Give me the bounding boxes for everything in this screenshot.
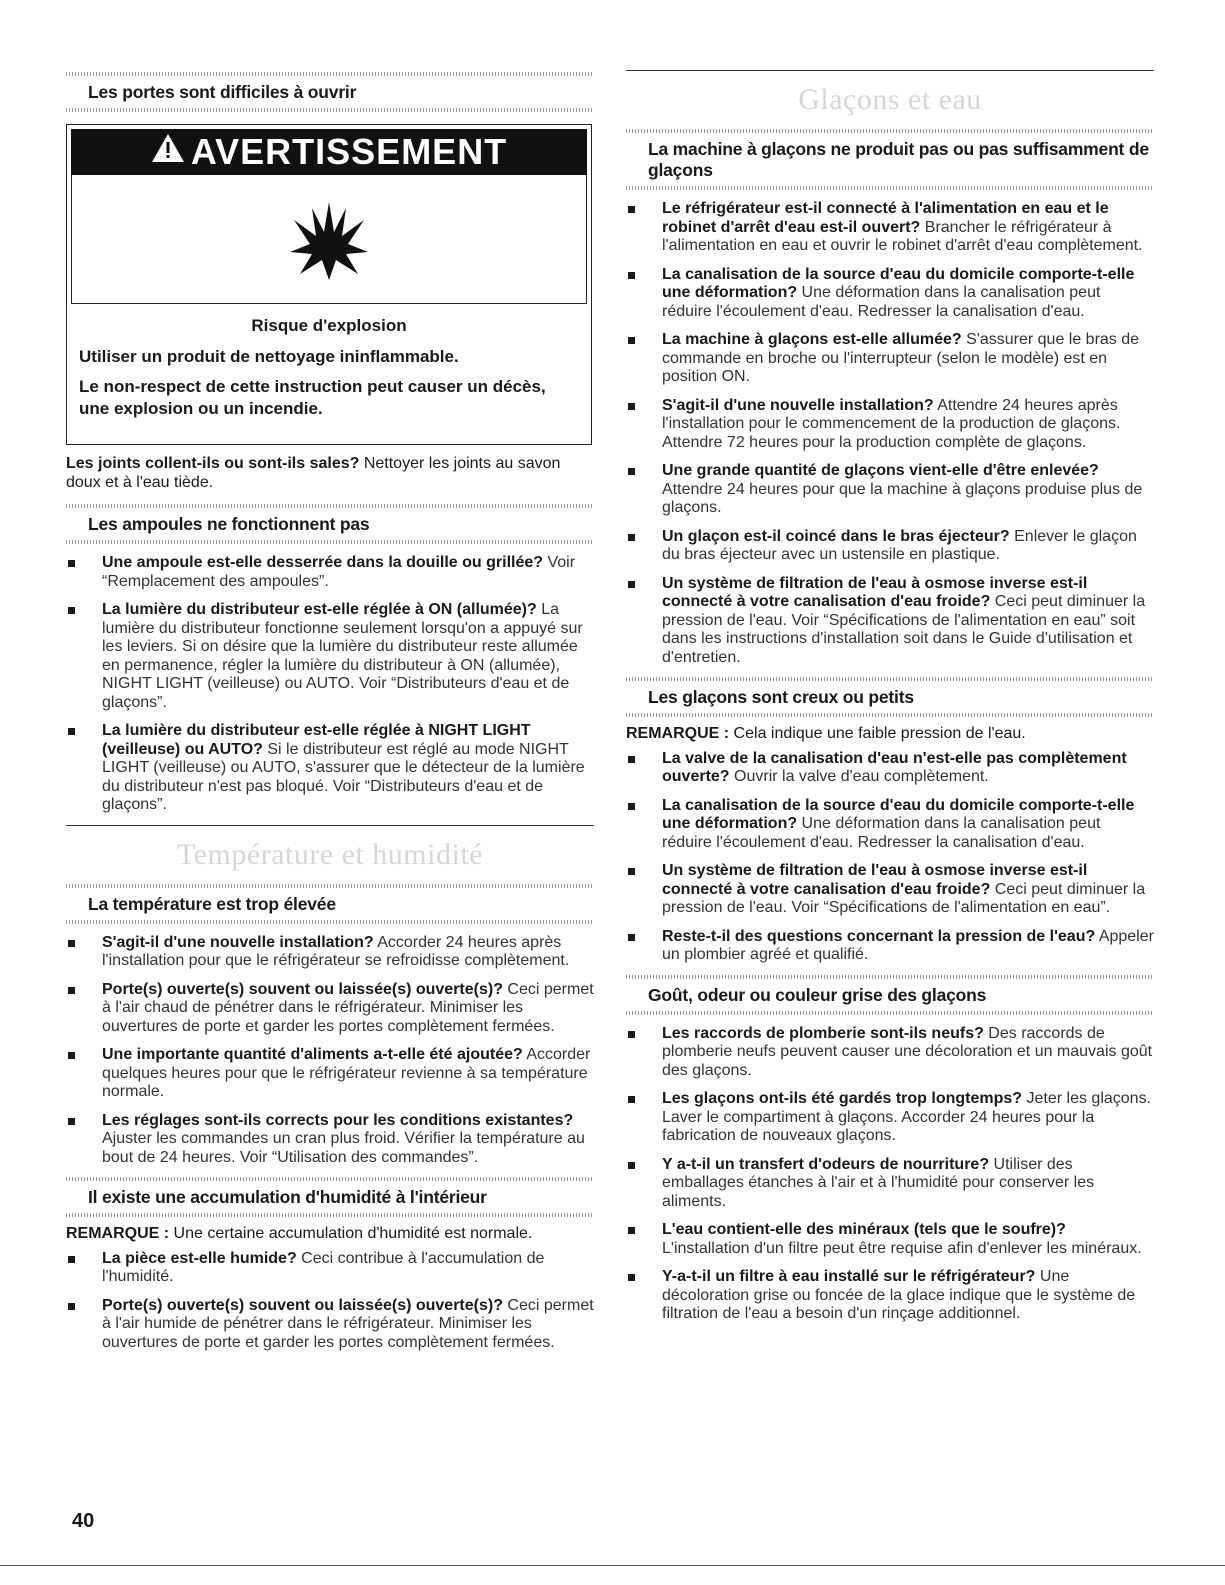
item-answer: Si le distributeur est réglé au mode NIGHT LIGHT (veilleuse) ou AUTO, s'assurer que le détecteur de la lumière du distributeur n'est pas bloqué. Voir “Distributeurs d'eau et de glaçons”.	[102, 740, 585, 813]
item-answer: Utiliser des emballages étanches à l'air et à l'humidité pour conserver les aliments.	[662, 1155, 1095, 1210]
item-question: Un système de filtration de l'eau à osmose inverse est-il connecté à votre canalisation d'eau froide?	[662, 862, 1088, 898]
item-question: Les glaçons ont-ils été gardés trop longtemps?	[662, 1090, 1023, 1107]
divider	[66, 884, 594, 888]
item-question: Y a-t-il un transfert d'odeurs de nourriture?	[662, 1155, 990, 1173]
item-question: Une ampoule est-elle desserrée dans la douille ou grillée?	[102, 554, 544, 571]
list-item	[66, 981, 594, 1037]
item-answer: Enlever le glaçon du bras éjecteur avec un ustensile en plastique.	[662, 527, 1137, 563]
item-question: La pièce est-elle humide?	[102, 1249, 297, 1267]
item-answer: Attendre 24 heures après l'installation pour le commencement de la production de glaçons. Attendre 72 heures pour la production complète de glaçons.	[662, 396, 1121, 451]
item-answer: Une déformation dans la canalisation peut réduire l'écoulement d'eau. Redresser la canalisation d'eau.	[662, 284, 1101, 320]
hollow-heading: Les glaçons sont creux ou petits	[648, 687, 914, 707]
item-answer: Ceci permet à l'air humide de pénétrer dans le réfrigérateur. Minimiser les ouvertures de porte et garder les portes complètement fermées.	[102, 1296, 594, 1351]
doors-heading: Les portes sont difficiles à ouvrir	[88, 82, 357, 102]
list-item	[626, 797, 1154, 853]
joints-question: Les joints collent-ils ou sont-ils sales?	[66, 455, 360, 472]
warning-box	[66, 124, 592, 445]
bulbs-heading: Les ampoules ne fonctionnent pas	[88, 514, 370, 534]
list-item	[66, 934, 594, 971]
right-column	[626, 70, 1154, 1334]
bulbs-list	[66, 554, 594, 815]
warning-line-1: Utiliser un produit de nettoyage ininflammable.	[79, 347, 459, 366]
item-question: Une importante quantité d'aliments a-t-elle été ajoutée?	[102, 1046, 523, 1063]
list-item	[626, 1221, 1154, 1258]
list-item	[66, 1297, 594, 1353]
taste-list	[626, 1025, 1154, 1324]
divider	[626, 975, 1154, 979]
ice-section-title: Glaçons et eau	[798, 83, 982, 116]
item-question: Porte(s) ouverte(s) souvent ou laissée(s) ouverte(s)?	[102, 1296, 503, 1314]
list-item	[626, 1025, 1154, 1081]
item-answer: Voir “Remplacement des ampoules”.	[102, 554, 576, 590]
warning-banner-label: AVERTISSEMENT	[190, 131, 508, 172]
hollow-note	[626, 725, 1154, 744]
item-question: La canalisation de la source d'eau du domicile comporte-t-elle une déformation?	[662, 265, 1135, 301]
list-item	[626, 1090, 1154, 1146]
item-question: La lumière du distributeur est-elle réglée à ON (allumée)?	[102, 601, 537, 618]
item-answer: Accorder 24 heures après l'installation pour que le réfrigérateur se refroidisse complètement.	[102, 933, 570, 969]
divider	[66, 1177, 594, 1181]
list-item	[626, 528, 1154, 565]
item-answer: Une déformation dans la canalisation peut réduire l'écoulement d'eau. Redresser la canalisation d'eau.	[662, 815, 1101, 851]
list-item	[626, 575, 1154, 668]
divider	[66, 504, 594, 508]
list-item	[626, 1156, 1154, 1212]
item-answer: Accorder quelques heures pour que le réfrigérateur revienne à sa température normale.	[102, 1046, 591, 1100]
item-question: S'agit-il d'une nouvelle installation?	[102, 933, 374, 951]
item-answer: Ceci peut diminuer la pression de l'eau. Voir “Spécifications de l'alimentation en eau” soit dans les instructions d'installation soit dans le Guide d'utilisation et d'entretien.	[662, 593, 1146, 666]
list-item	[626, 200, 1154, 256]
divider	[626, 186, 1154, 190]
item-question: La lumière du distributeur est-elle réglée à NIGHT LIGHT (veilleuse) ou AUTO?	[102, 722, 531, 758]
humid-note	[66, 1225, 594, 1244]
warning-risk: Risque d'explosion	[251, 316, 407, 335]
joints-answer: Nettoyer les joints au savon doux et à l'eau tiède.	[66, 455, 561, 491]
divider	[626, 713, 1154, 717]
explosion-icon	[71, 175, 587, 304]
divider	[66, 540, 594, 544]
item-question: Les réglages sont-ils corrects pour les conditions existantes?	[102, 1111, 574, 1129]
left-column	[66, 70, 594, 1362]
divider	[626, 129, 1154, 133]
item-answer: Ceci contribue à l'accumulation de l'humidité.	[102, 1249, 545, 1285]
item-question: S'agit-il d'une nouvelle installation?	[662, 396, 934, 414]
list-item	[66, 601, 594, 712]
item-answer: Ceci peut diminuer la pression de l'eau. Voir “Spécifications de l'alimentation en eau”.	[662, 880, 1146, 916]
list-item	[66, 722, 594, 815]
divider	[626, 1011, 1154, 1015]
item-question: Porte(s) ouverte(s) souvent ou laissée(s) ouverte(s)?	[102, 980, 503, 998]
item-answer: Attendre 24 heures pour que la machine à glaçons produise plus de glaçons.	[662, 480, 1143, 516]
warning-banner	[71, 129, 587, 175]
humid-list	[66, 1250, 594, 1353]
warning-line-2: Le non-respect de cette instruction peut causer un décès, une explosion ou un incendie.	[79, 377, 546, 418]
item-answer: Une décoloration grise ou foncée de la glace indique que le système de filtration de l'eau a besoin d'un rinçage additionnel.	[662, 1268, 1136, 1322]
warning-text	[67, 304, 591, 444]
item-answer: Ajuster les commandes un cran plus froid. Vérifier la température au bout de 24 heures. Voir “Utilisation des commandes”.	[102, 1130, 585, 1166]
note-label: REMARQUE :	[626, 725, 730, 742]
item-question: La machine à glaçons est-elle allumée?	[662, 331, 962, 348]
item-question: Un système de filtration de l'eau à osmose inverse est-il connecté à votre canalisation d'eau froide?	[662, 574, 1088, 610]
item-answer: Jeter les glaçons. Laver le compartiment à glaçons. Accorder 24 heures pour la fabrication de nouveaux glaçons.	[662, 1090, 1152, 1144]
temp-heading: La température est trop élevée	[88, 893, 336, 914]
item-question: Un glaçon est-il coincé dans le bras éjecteur?	[662, 527, 1010, 545]
divider	[66, 920, 594, 924]
list-item	[66, 1112, 594, 1168]
temp-section-title: Température et humidité	[177, 837, 483, 871]
note-text: Une certaine accumulation d'humidité est normale.	[169, 1225, 533, 1242]
list-item	[626, 462, 1154, 518]
item-answer: Ceci permet à l'air chaud de pénétrer dans le réfrigérateur. Minimiser les ouvertures de porte et garder les portes complètement fermées.	[102, 980, 594, 1035]
bottom-rule	[0, 1565, 1225, 1566]
ice-heading: La machine à glaçons ne produit pas ou pas suffisamment de glaçons	[648, 139, 1149, 180]
divider	[66, 72, 594, 76]
page-number: 40	[72, 1510, 95, 1532]
item-question: Les raccords de plomberie sont-ils neufs?	[662, 1024, 984, 1042]
humid-heading: Il existe une accumulation d'humidité à l'intérieur	[88, 1187, 487, 1207]
taste-heading: Goût, odeur ou couleur grise des glaçons	[648, 984, 987, 1005]
item-question: L'eau contient-elle des minéraux (tels que le soufre)?	[662, 1221, 1066, 1238]
item-question: Une grande quantité de glaçons vient-elle d'être enlevée?	[662, 462, 1099, 479]
list-item	[626, 331, 1154, 387]
divider	[66, 108, 594, 112]
list-item	[66, 1250, 594, 1287]
item-answer: S'assurer que le bras de commande en broche ou l'interrupteur (selon le modèle) est en position ON.	[662, 331, 1140, 385]
item-answer: La lumière du distributeur fonctionne seulement lorsqu'on a appuyé sur les leviers. Si on désire que la lumière du distributeur reste allumée en permanence, régler la lumière du distributeur à ON (allumée), NIGHT LIGHT (veilleuse) ou AUTO. Voir “Distributeurs d'eau et de glaçons”.	[102, 601, 583, 711]
list-item	[626, 928, 1154, 965]
item-question: Le réfrigérateur est-il connecté à l'alimentation en eau et le robinet d'arrêt d'eau est-il ouvert?	[662, 200, 1109, 236]
item-question: La canalisation de la source d'eau du domicile comporte-t-elle une déformation?	[662, 796, 1135, 832]
list-item	[66, 1046, 594, 1102]
item-question: Y-a-t-il un filtre à eau installé sur le réfrigérateur?	[662, 1268, 1036, 1285]
list-item	[66, 554, 594, 591]
warning-triangle-icon	[151, 131, 185, 173]
hollow-list	[626, 750, 1154, 965]
item-answer: Des raccords de plomberie neufs peuvent causer une décoloration et un mauvais goût des glaçons.	[662, 1024, 1153, 1079]
item-answer: L'installation d'un filtre peut être requise afin d'enlever les minéraux.	[662, 1239, 1142, 1257]
note-label: REMARQUE :	[66, 1225, 170, 1242]
item-answer: Appeler un plombier agréé et qualifié.	[662, 927, 1154, 963]
list-item	[626, 862, 1154, 918]
list-item	[626, 750, 1154, 787]
item-question: La valve de la canalisation d'eau n'est-elle pas complètement ouverte?	[662, 749, 1127, 785]
item-answer: Ouvrir la valve d'eau complètement.	[729, 768, 989, 785]
joints-paragraph	[66, 455, 594, 492]
divider	[626, 677, 1154, 681]
item-answer: Brancher le réfrigérateur à l'alimentation en eau et ouvrir le robinet d'arrêt d'eau complètement.	[662, 218, 1143, 254]
note-text: Cela indique une faible pression de l'eau.	[729, 725, 1026, 742]
temp-list	[66, 934, 594, 1168]
ice-list	[626, 200, 1154, 667]
item-question: Reste-t-il des questions concernant la pression de l'eau?	[662, 927, 1096, 945]
list-item	[626, 1268, 1154, 1324]
divider	[66, 1213, 594, 1217]
list-item	[626, 397, 1154, 453]
list-item	[626, 266, 1154, 322]
